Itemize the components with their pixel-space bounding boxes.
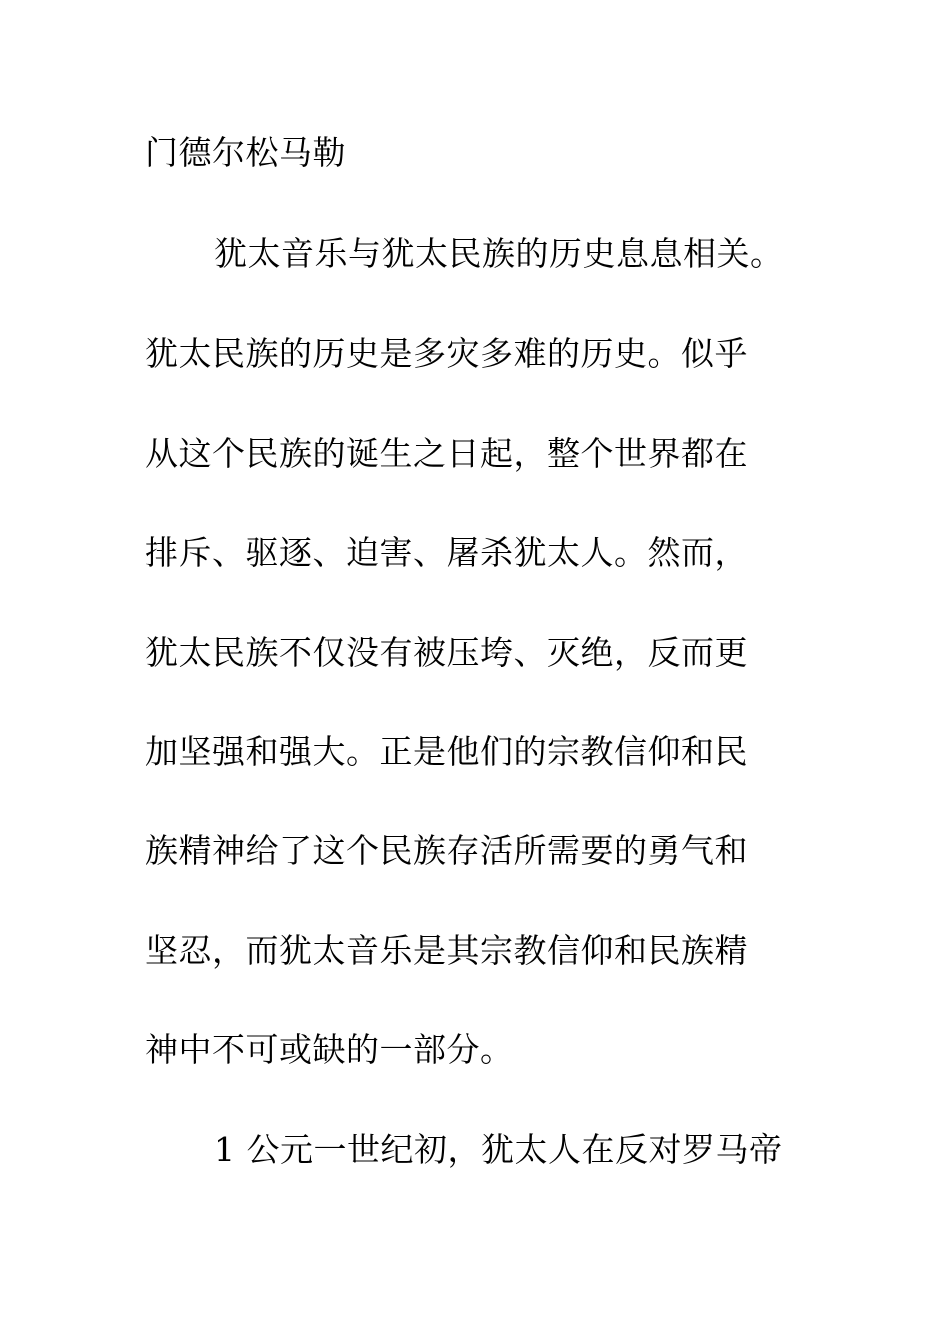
paragraph-line: 神中不可或缺的一部分。 <box>145 1030 514 1069</box>
paragraph-line: 犹太音乐与犹太民族的历史息息相关。 <box>214 234 784 273</box>
paragraph-line: 排斥、驱逐、迫害、屠杀犹太人。然而， <box>145 533 748 572</box>
paragraph-line: 加坚强和强大。正是他们的宗教信仰和民 <box>145 732 748 771</box>
paragraph-line: 1 公元一世纪初，犹太人在反对罗马帝 <box>214 1130 783 1169</box>
paragraph-line: 犹太民族的历史是多灾多难的历史。似乎 <box>145 334 748 373</box>
paragraph-line: 族精神给了这个民族存活所需要的勇气和 <box>145 831 748 870</box>
paragraph-line: 犹太民族不仅没有被压垮、灭绝，反而更 <box>145 633 748 672</box>
paragraph-line: 从这个民族的诞生之日起，整个世界都在 <box>145 434 748 473</box>
heading-line: 门德尔松马勒 <box>145 133 346 172</box>
paragraph-line: 坚忍，而犹太音乐是其宗教信仰和民族精 <box>145 931 748 970</box>
